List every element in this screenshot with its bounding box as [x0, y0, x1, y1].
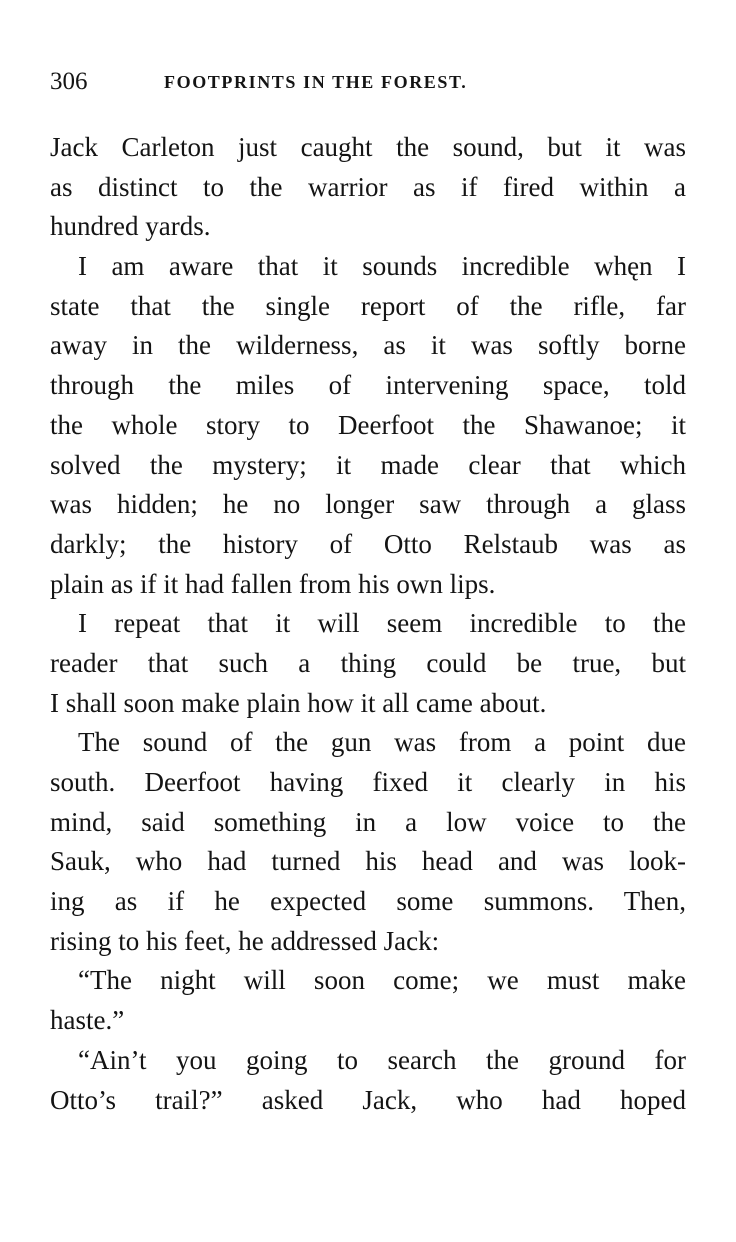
text-line: haste.” — [50, 1005, 125, 1036]
text-line: “Ain’t you going to search the ground for — [78, 1044, 686, 1075]
text-line: south. Deerfoot having fixed it clearly in his — [50, 767, 686, 797]
text-line: Jack Carleton just caught the sound, but it was — [50, 132, 686, 162]
text-line: The sound of the gun was from a point due — [78, 727, 686, 758]
text-line: I am aware that it sounds incredible whęn I — [78, 251, 686, 282]
page-number: 306 — [50, 68, 88, 95]
text-line: was hidden; he no longer saw through a glass — [50, 489, 686, 520]
text-line: darkly; the history of Otto Relstaub was as — [50, 528, 686, 559]
text-line: I shall soon make plain how it all came about. — [50, 687, 547, 718]
text-line: solved the mystery; it made clear that which — [50, 449, 686, 480]
text-line: through the miles of intervening space, told — [50, 370, 686, 401]
text-line: I repeat that it will seem incredible to the — [78, 608, 686, 639]
body-text — [50, 128, 686, 1120]
text-line: Sauk, who had turned his head and was look- — [50, 846, 686, 877]
text-line: plain as if it had fallen from his own lips. — [50, 568, 496, 599]
text-line: the whole story to Deerfoot the Shawanoe; it — [50, 409, 686, 440]
text-line: hundred yards. — [50, 211, 211, 242]
text-line: Otto’s trail?” asked Jack, who had hoped — [50, 1084, 686, 1115]
text-line: as distinct to the warrior as if fired within a — [50, 171, 686, 202]
text-line: mind, said something in a low voice to the — [50, 806, 686, 837]
text-line: ing as if he expected some summons. Then, — [50, 886, 686, 917]
running-head: FOOTPRINTS IN THE FOREST. — [164, 72, 468, 92]
page-header — [50, 66, 690, 98]
text-line: reader that such a thing could be true, but — [50, 647, 686, 678]
text-line: “The night will soon come; we must make — [78, 965, 686, 996]
text-line: state that the single report of the rifle, far — [50, 290, 686, 321]
text-line: rising to his feet, he addressed Jack: — [50, 925, 440, 956]
text-line: away in the wilderness, as it was softly borne — [50, 330, 686, 361]
